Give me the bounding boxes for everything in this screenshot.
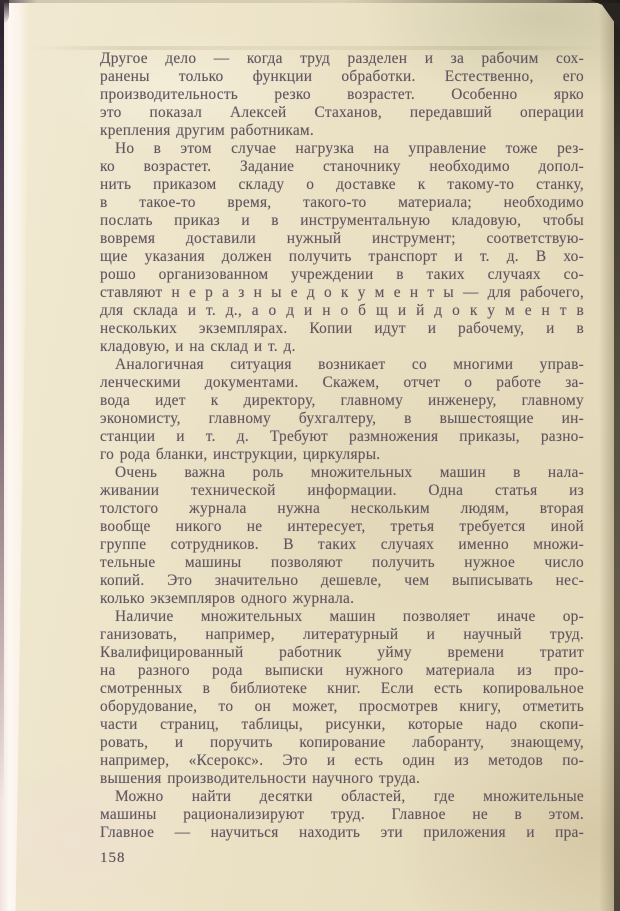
- text-line: Аналогичная ситуация возникает со многими управ-: [115, 356, 584, 373]
- text-line: го рода бланки, инструкции, циркуляры.: [100, 446, 381, 463]
- text-line: в такое-то время, такого-то материала; необходимо: [100, 194, 584, 211]
- text-line: кладовую, и на склад и т. д.: [100, 338, 296, 355]
- text-line: нескольких экземплярах. Копии идут и рабочему, и в: [100, 320, 584, 337]
- text-line: Наличие множительных машин позволяет иначе ор-: [115, 608, 584, 625]
- text-line: копий. Это значительно дешевле, чем выписывать нес-: [100, 572, 584, 589]
- text-line: вышения производительности научного труда.: [100, 770, 421, 787]
- text-line: ленческими документами. Скажем, отчет о работе за-: [100, 374, 584, 391]
- text-line: производительность резко возрастет. Особенно ярко: [100, 86, 584, 103]
- text-line: ранены только функции обработки. Естественно, его: [100, 68, 584, 85]
- text-line: оборудование, то он может, просмотрев книгу, отметить: [100, 698, 584, 715]
- page-edge-left-strip: [0, 0, 30, 911]
- text-line: группе сотрудников. В таких случаях именно множи-: [100, 536, 584, 553]
- paragraph: [100, 608, 584, 788]
- page-edge-top: [0, 0, 620, 3]
- text-line: экономисту, главному бухгалтеру, в вышестоящие ин-: [100, 410, 584, 427]
- text-block: [100, 50, 584, 842]
- text-line: щие указания должен получить транспорт и т. д. В хо-: [100, 248, 584, 265]
- text-line: части страниц, таблицы, рисунки, которые надо скопи-: [100, 716, 584, 733]
- text-line: послать приказ и в инструментальную кладовую, чтобы: [100, 212, 584, 229]
- text-line: Очень важна роль множительных машин в нала-: [115, 464, 584, 481]
- text-line: рошо организованном учреждении в таких случаях со-: [100, 266, 584, 283]
- text-line: живании технической информации. Одна статья из: [100, 482, 584, 499]
- page-curl-shadow: [599, 0, 615, 911]
- text-line: колько экземпляров одного журнала.: [100, 590, 355, 607]
- text-line: нить приказом складу о доставке к такому-то станку,: [100, 176, 584, 193]
- page-edge-left-shadow: [0, 0, 4, 911]
- text-line: ставляют н е р а з н ы е д о к у м е н т ы — для рабочего,: [100, 284, 584, 301]
- text-line: ко возрастет. Задание станочнику необходимо допол-: [100, 158, 584, 175]
- text-line: машины рационализируют труд. Главное не в этом.: [100, 806, 584, 823]
- text-line: Главное — научиться находить эти приложения и пра-: [100, 824, 584, 841]
- paragraph: [100, 140, 584, 356]
- paragraph: [100, 464, 584, 608]
- text-line: для склада и т. д., а о д и н о б щ и й д о к у м е н т в: [100, 302, 584, 319]
- text-line: тельные машины позволяют получить нужное число: [100, 554, 584, 571]
- text-line: Можно найти десятки областей, где множительные: [115, 788, 584, 805]
- text-line: это показал Алексей Стаханов, передавший операции: [100, 104, 584, 121]
- text-line: Другое дело — когда труд разделен и за рабочим сох-: [100, 50, 584, 67]
- text-line: ганизовать, например, литературный и научный труд.: [100, 626, 584, 643]
- page-edge-right-dark: [614, 0, 620, 911]
- text-line: вообще никого не интересует, третья требуется иной: [100, 518, 584, 535]
- text-line: ровать, и поручить копирование лаборанту, знающему,: [100, 734, 584, 751]
- text-line: Но в этом случае нагрузка на управление тоже рез-: [115, 140, 584, 157]
- text-line: вовремя доставили нужный инструмент; соответствую-: [100, 230, 584, 247]
- text-line: вода идет к директору, главному инженеру, главному: [100, 392, 584, 409]
- page-number: 158: [100, 850, 126, 866]
- paragraph: [100, 50, 584, 140]
- text-line: станции и т. д. Требуют размножения приказы, разно-: [100, 428, 584, 445]
- text-line: толстого журнала нужна нескольким людям, вторая: [100, 500, 584, 517]
- text-line: на разного рода выписки нужного материала из про-: [100, 662, 584, 679]
- paragraph: [100, 356, 584, 464]
- text-line: например, «Ксерокс». Это и есть один из методов по-: [100, 752, 584, 769]
- text-line: Квалифицированный работник уйму времени тратит: [100, 644, 584, 661]
- text-line: смотренных в библиотеке книг. Если есть копировальное: [100, 680, 584, 697]
- paragraph: [100, 788, 584, 842]
- text-line: крепления другим работникам.: [100, 122, 315, 139]
